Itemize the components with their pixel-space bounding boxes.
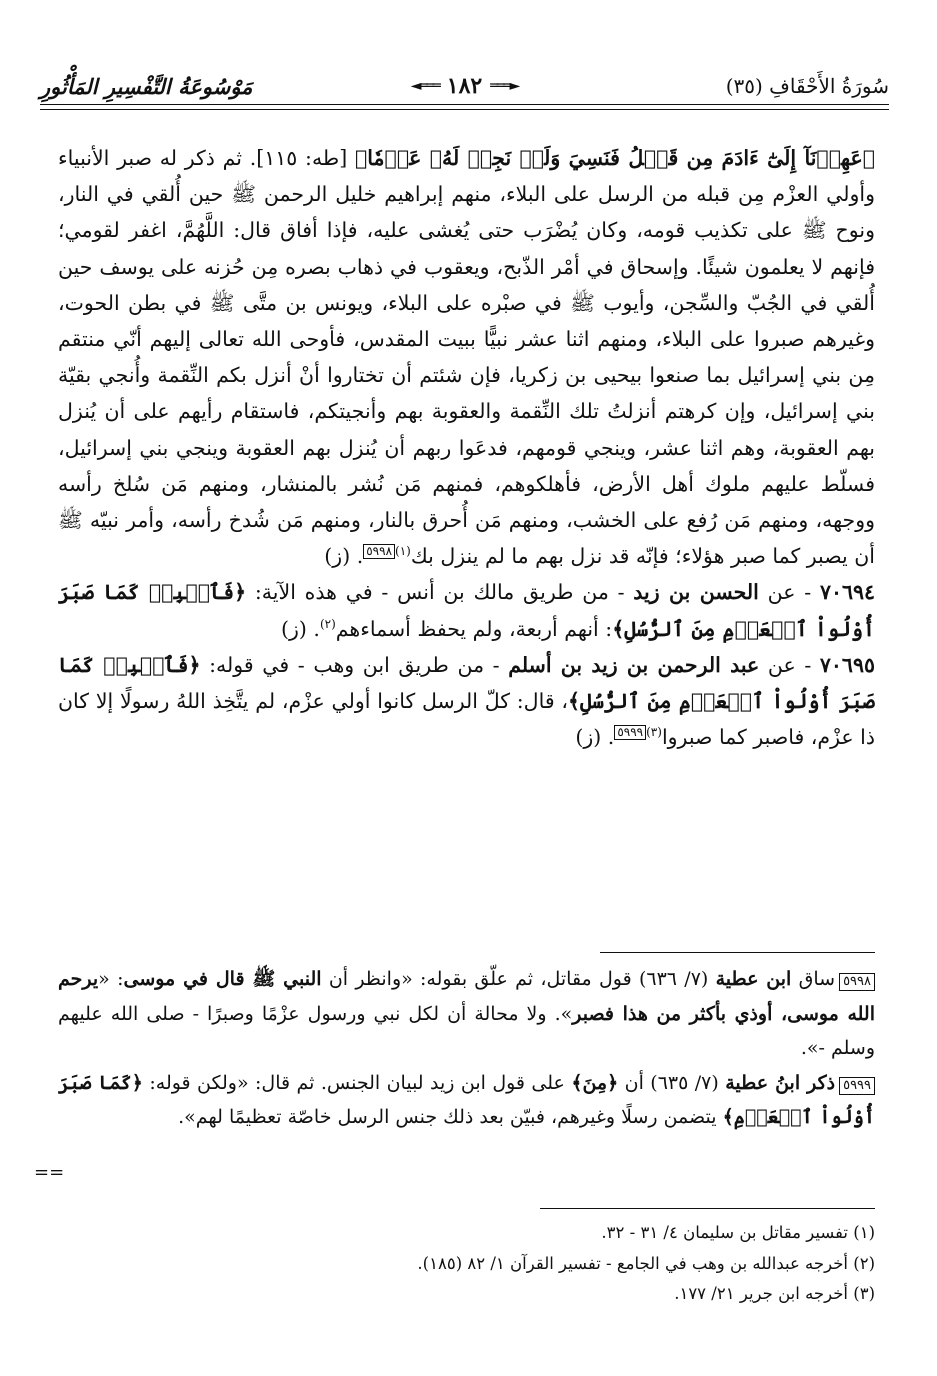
paragraph-text: [طه: ١١٥]. ثم ذكر له صبر الأنبياء وأولي العزْم مِن قبله من الرسل على البلاء، منهم إبراهيم خليل الرحمن ﷺ حين أُلقي في النار، ونوح ﷺ على تكذيب قومه، وكان يُضْرَب حتى يُغشى عليه، فإذا أفاق قال: اللَّهُمَّ، اغفر لقومي؛ فإنهم لا يعلمون شيئًا. وإسحاق في أمْر الذّبح، ويعقوب في ذهاب بصره مِن حُزنه على يوسف حين أُلقي في الجُبّ والسِّجن، وأيوب ﷺ في صبْره على البلاء، ويونس بن متَّى ﷺ في بطن الحوت، وغيرهم صبروا على البلاء، ومنهم اثنا عشر نبيًّا ببيت المقدس، فأوحى الله تعالى إليهم أنّي منتقم مِن بني إسرائيل بما صنعوا بيحيى بن زكريا، فإن شئتم أن تختاروا أنْ أنزل بكم النِّقمة وأُنجي بقيّة بني إسرائيل، وإن كرهتم أنزلتُ تلك النِّقمة والعقوبة بهم وأنجيتكم، فاستقام رأيهم على أن يُنزل بهم العقوبة، وهم اثنا عشر، وينجي قومهم، فدعَوا ربهم أن يُنزل بهم العقوبة وينجي بني إسرائيل، فسلّط عليهم ملوك أهل الأرض، فأهلكوهم، فمنهم مَن نُشر بالمنشار، ومنهم مَن سُلخ رأسه ووجهه، ومنهم مَن رُفع على الخشب، ومنهم مَن أُحرق بالنار، ومنهم مَن شُدخ رأسه، وأمر نبيّه ﷺ أن يصبر كما صبر هؤلاء؛ فإنّه قد نزل بهم ما لم ينزل بك xyxy=(58,146,875,569)
note-number-box: ٥٩٩٩ xyxy=(839,1077,875,1095)
ornament-right-icon: ═══► xyxy=(490,78,519,94)
quran-quote: ﴿فَٱصۡبِرۡ كَمَا صَبَرَ أُوْلُواْ ٱلۡعَزۡمِ مِنَ ٱلرُّسُلِ﴾ xyxy=(58,580,875,641)
footnote: (٢) أخرجه عبدالله بن وهب في الجامع - تفسير القرآن ١/ ٨٢ (١٨٥). xyxy=(417,1253,875,1273)
surah-title: سُورَةُ الأَحْقَافِ (٣٥) xyxy=(725,74,889,98)
note-bold: ذكر ابنُ عطية xyxy=(725,1071,836,1094)
footnote: (٣) أخرجه ابن جرير ٢١/ ١٧٧. xyxy=(674,1284,875,1303)
note-text: (٧/ ٦٣٦) قول مقاتل، ثم علّق بقوله: «وانظر أن xyxy=(321,968,716,990)
commentary-notes xyxy=(58,962,875,1135)
margin-mark: == xyxy=(34,1162,65,1183)
ornament-left-icon: ◄═══ xyxy=(410,78,439,94)
commentary-note xyxy=(58,962,875,1066)
quran-quote: ﴿مِنَ﴾ xyxy=(571,1071,619,1094)
note-text: ». ولا محالة أن لكل نبي ورسول عزْمًا وصبرًا - صلى الله عليهم وسلم -». xyxy=(58,1002,875,1059)
page-header xyxy=(40,66,889,106)
narrator-name: عبد الرحمن بن زيد بن أسلم xyxy=(508,652,760,677)
book-title: مَوْسُوعَةُ التَّفْسِيرِ المَأْثُورِ xyxy=(40,73,253,99)
narration-number: ٧٠٦٩٤ xyxy=(819,580,875,605)
note-bold: يرحم الله موسى، أوذي بأكثر من هذا فصبر xyxy=(58,968,875,1025)
footnotes xyxy=(58,1218,875,1310)
main-text xyxy=(58,140,875,755)
narration-text: - عن xyxy=(759,652,820,677)
note-text: على قول ابن زيد لبيان الجنس. ثم قال: «ولكن قوله: xyxy=(142,1071,572,1094)
note-text: (٧/ ٦٣٥) أن xyxy=(618,1071,726,1094)
narration-tail: . (ز) xyxy=(575,725,615,750)
narration-text: - عن xyxy=(758,580,820,605)
notes-separator xyxy=(600,952,875,953)
narration-item xyxy=(58,574,875,646)
note-number-box: ٥٩٩٨ xyxy=(839,973,875,991)
paragraph-1 xyxy=(58,140,875,574)
narration-text: - من طريق ابن وهب - في قوله: xyxy=(200,652,509,677)
footnote: (١) تفسير مقاتل بن سليمان ٤/ ٣١ - ٣٢. xyxy=(601,1223,875,1242)
page-number: ١٨٢ xyxy=(446,73,483,99)
note-ref-box: ٥٩٩٨ xyxy=(363,544,395,559)
note-text: : « xyxy=(98,968,124,990)
note-bold: النبي ﷺ قال في موسى xyxy=(123,968,322,990)
quran-quote: ﴿فَٱصۡبِرۡ كَمَا صَبَرَ أُوْلُواْ ٱلۡعَزۡمِ مِنَ ٱلرُّسُلِ﴾ xyxy=(58,652,875,714)
note-text: يتضمن رسلًا وغيرهم، فبيّن بعد ذلك جنس الرسل خاصّة تعظيمًا لهم». xyxy=(178,1106,723,1128)
note-text: ساق xyxy=(791,968,836,990)
quran-quote: ﴿عَهِدۡنَآ إِلَىٰٓ ءَادَمَ مِن قَبۡلُ فَنَسِيَ وَلَمۡ نَجِدۡ لَهُۥ عَزۡمٗا﴾ xyxy=(354,146,875,170)
narrator-name: الحسن بن زيد xyxy=(633,580,759,605)
narration-number: ٧٠٦٩٥ xyxy=(819,652,875,677)
narration-text: - من طريق مالك بن أنس - في هذه الآية: xyxy=(246,580,634,605)
narration-tail: . (ز) xyxy=(281,616,320,641)
commentary-note xyxy=(58,1066,875,1135)
note-bold: ابن عطية xyxy=(715,968,792,990)
quran-quote: ﴿كَمَا صَبَرَ أُوْلُواْ ٱلۡعَزۡمِ﴾ xyxy=(58,1071,875,1128)
footnote-ref: (٢) xyxy=(319,616,336,631)
paragraph-tail: . (ز) xyxy=(324,544,364,569)
page-number-block xyxy=(411,66,519,106)
footnote-ref: (٣) xyxy=(646,725,662,740)
narration-item xyxy=(58,647,875,756)
narration-text: : أنهم أربعة، ولم يحفظ أسماءهم xyxy=(335,616,613,641)
header-rule xyxy=(40,104,889,105)
narration-text: ، قال: كلّ الرسل كانوا أولي عزْم، لم يتَّخِذ اللهُ رسولًا إلا كان ذا عزْم، فاصبر كما صبروا xyxy=(58,689,875,750)
footnote-ref: (١) xyxy=(395,544,411,559)
header-rule-thin xyxy=(40,109,889,110)
footnotes-separator xyxy=(540,1208,875,1209)
note-ref-box: ٥٩٩٩ xyxy=(614,725,646,740)
